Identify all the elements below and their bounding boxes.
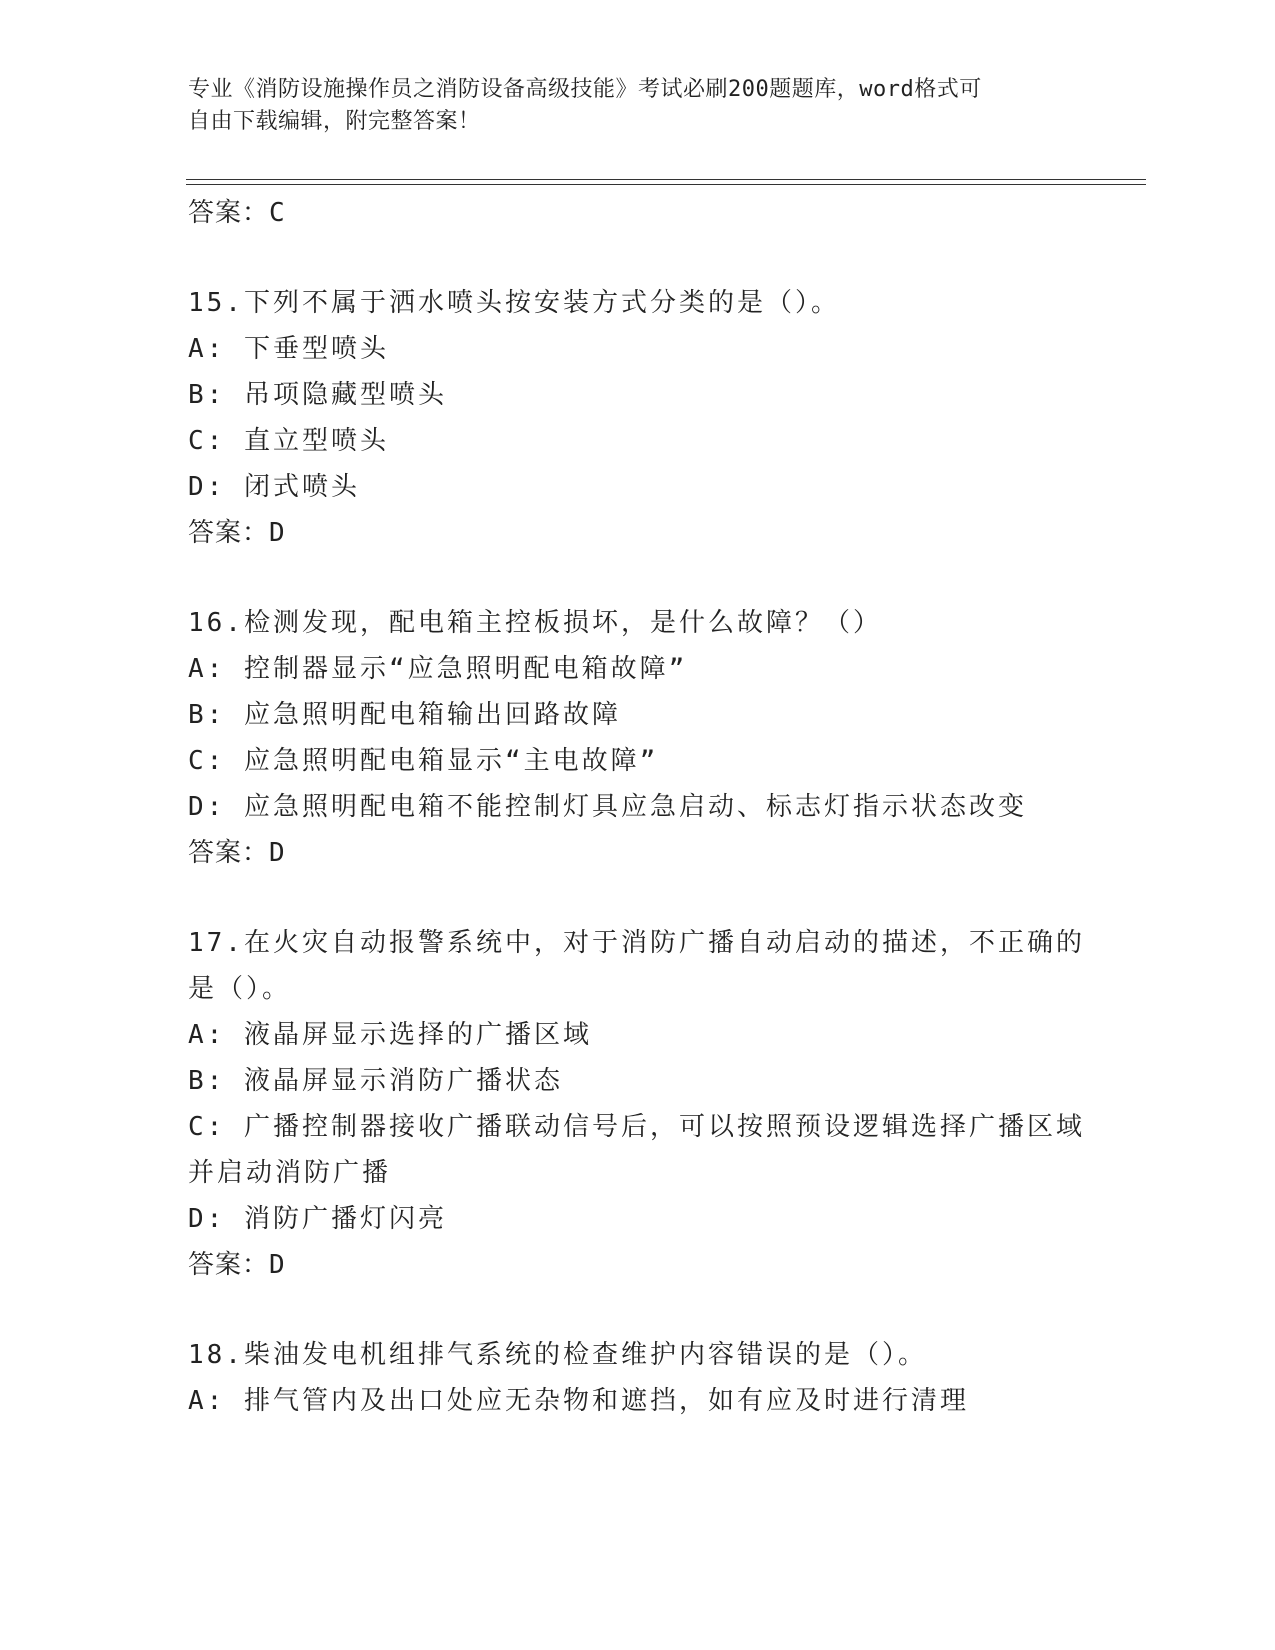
question-text: 17.在火灾自动报警系统中，对于消防广播自动启动的描述，不正确的是（）。 (188, 928, 1085, 1004)
option-c: C: 广播控制器接收广播联动信号后，可以按照预设逻辑选择广播区域并启动消防广播 (188, 1112, 1085, 1188)
option-a: A: 下垂型喷头 (188, 334, 389, 364)
header-line-1: 专业《消防设施操作员之消防设备高级技能》考试必刷200题题库，word格式可 (188, 77, 982, 102)
answer-line: 答案：D (188, 518, 286, 548)
option-a: A: 液晶屏显示选择的广播区域 (188, 1020, 592, 1050)
question-text: 15.下列不属于洒水喷头按安装方式分类的是（）。 (188, 288, 840, 318)
question-text: 16.检测发现，配电箱主控板损坏，是什么故障？（） (188, 608, 882, 638)
document-body (188, 190, 1088, 1424)
option-b: B: 吊项隐藏型喷头 (188, 380, 447, 410)
option-d: D: 消防广播灯闪亮 (188, 1204, 447, 1234)
option-d: D: 应急照明配电箱不能控制灯具应急启动、标志灯指示状态改变 (188, 792, 1027, 822)
answer-line: 答案：D (188, 1250, 286, 1280)
answer-line: 答案：C (188, 198, 286, 228)
question-18 (188, 1332, 1088, 1424)
question-15 (188, 280, 1088, 556)
option-b: B: 应急照明配电箱输出回路故障 (188, 700, 621, 730)
option-c: C: 应急照明配电箱显示“主电故障” (188, 746, 659, 776)
option-a: A: 排气管内及出口处应无杂物和遮挡，如有应及时进行清理 (188, 1386, 969, 1416)
option-b: B: 液晶屏显示消防广播状态 (188, 1066, 563, 1096)
question-text: 18.柴油发电机组排气系统的检查维护内容错误的是（）。 (188, 1340, 927, 1370)
header-line-2: 自由下载编辑，附完整答案！ (188, 109, 481, 134)
option-c: C: 直立型喷头 (188, 426, 389, 456)
question-17 (188, 920, 1088, 1288)
header-divider-bottom (186, 184, 1146, 185)
option-a: A: 控制器显示“应急照明配电箱故障” (188, 654, 688, 684)
document-header (188, 74, 1068, 138)
header-divider-top (186, 179, 1146, 180)
answer-line: 答案：D (188, 838, 286, 868)
option-d: D: 闭式喷头 (188, 472, 360, 502)
question-16 (188, 600, 1088, 876)
